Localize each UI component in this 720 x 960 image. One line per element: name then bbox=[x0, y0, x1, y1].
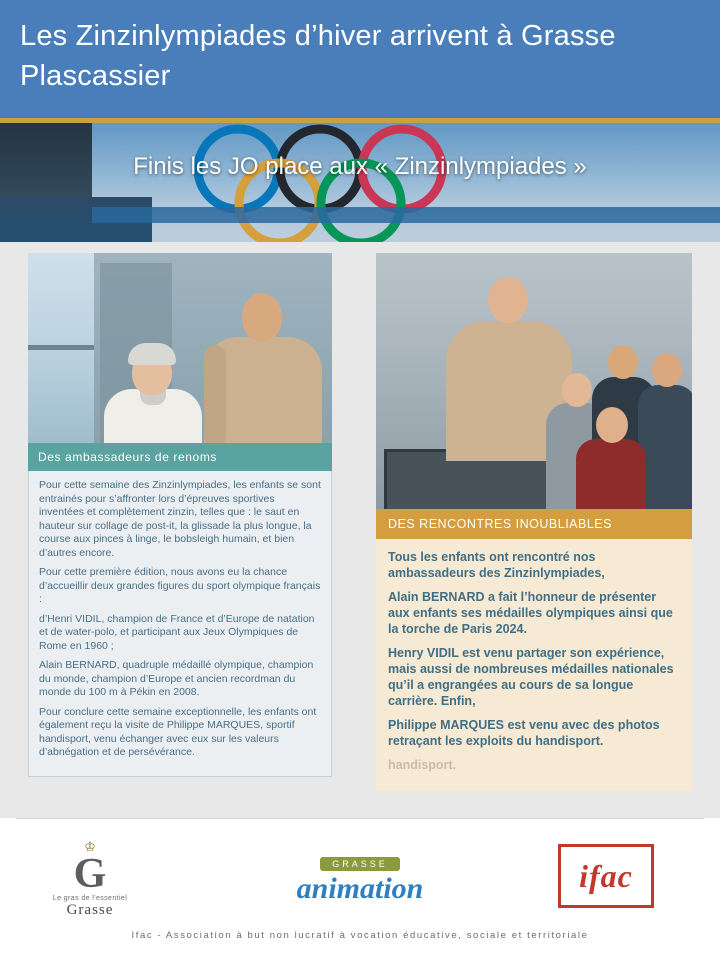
left-column bbox=[28, 253, 332, 777]
left-text-block bbox=[28, 471, 332, 777]
hero-subtitle: Finis les JO place aux « Zinzinlympiades » bbox=[133, 153, 587, 180]
footer-note: Ifac - Association à but non lucratif à vocation éducative, sociale et territoriale bbox=[131, 930, 589, 941]
grasse-animation-top-label: GRASSE bbox=[320, 857, 400, 871]
grasse-monogram: G bbox=[73, 851, 107, 897]
right-paragraph: Alain BERNARD a fait l’honneur de présenter aux enfants ses médailles olympiques ainsi que la torche de Paris 2024. bbox=[388, 590, 673, 636]
right-paragraph-faded: handisport. bbox=[388, 758, 457, 772]
ifac-logo bbox=[558, 844, 654, 908]
footer-logos bbox=[0, 840, 720, 918]
footer-divider bbox=[16, 818, 704, 819]
crown-icon: ♔ bbox=[84, 839, 96, 854]
grasse-tagline: Le gras de l'essentiel bbox=[52, 895, 128, 902]
photo-ambassadeurs bbox=[28, 253, 332, 443]
grasse-animation-word: animation bbox=[296, 872, 424, 905]
left-paragraph: Pour conclure cette semaine exceptionnelle, les enfants ont également reçu la visite de Philippe MARQUES, sportif handisport, venu échanger avec eux sur les valeurs d’abnégation et de persévérance. bbox=[39, 705, 317, 758]
hero-banner bbox=[0, 123, 720, 242]
grasse-animation-logo bbox=[272, 854, 448, 906]
left-paragraph: Pour cette première édition, nous avons eu la chance d’accueillir deux grandes figures du sport olympique français : bbox=[39, 566, 321, 605]
right-text-block bbox=[376, 539, 692, 791]
ifac-logo-text: ifac bbox=[579, 857, 633, 894]
grasse-city-name: Grasse bbox=[66, 902, 114, 918]
right-paragraph: Henry VIDIL est venu partager son expérience, mais aussi de nombreuses médailles nationales qu’il a engrangées au cours de sa longue carrière. Enfin, bbox=[388, 646, 674, 708]
page-title: Les Zinzinlympiades d’hiver arrivent à Grasse Plascassier bbox=[20, 20, 616, 92]
photo-rencontres bbox=[376, 253, 692, 509]
right-paragraph: Philippe MARQUES est venu avec des photos retraçant les exploits du handisport. bbox=[388, 718, 660, 748]
right-paragraph: Tous les enfants ont rencontré nos ambassadeurs des Zinzinlympiades, bbox=[388, 550, 605, 580]
left-paragraph: Alain BERNARD, quadruple médaillé olympique, champion du monde, champion d’Europe et ancien recordman du monde du 100 m à Pékin en 2008. bbox=[39, 659, 314, 698]
page-header bbox=[0, 0, 720, 118]
left-paragraph: d’Henri VIDIL, champion de France et d’Europe de natation et de water-polo, et participant aux Jeux Olympiques de Rome en 1960 ; bbox=[39, 612, 315, 652]
right-caption-bar: DES RENCONTRES INOUBLIABLES bbox=[376, 509, 692, 539]
left-caption-bar: Des ambassadeurs de renoms bbox=[28, 443, 332, 471]
hero-tint-overlay bbox=[0, 123, 720, 242]
grasse-logo bbox=[34, 840, 146, 918]
left-paragraph: Pour cette semaine des Zinzinlympiades, les enfants se sont entrainés pour s’affronter lors d’épreuves sportives inventées et complètement zinzin, telles que : le saut en hauteur sur collage de post-it, la glissade la plus longue, la course aux pinces à linge, le bobsleigh humain, et bien d’autres encore. bbox=[39, 479, 321, 559]
right-column bbox=[376, 253, 692, 791]
page-footer bbox=[0, 818, 720, 960]
